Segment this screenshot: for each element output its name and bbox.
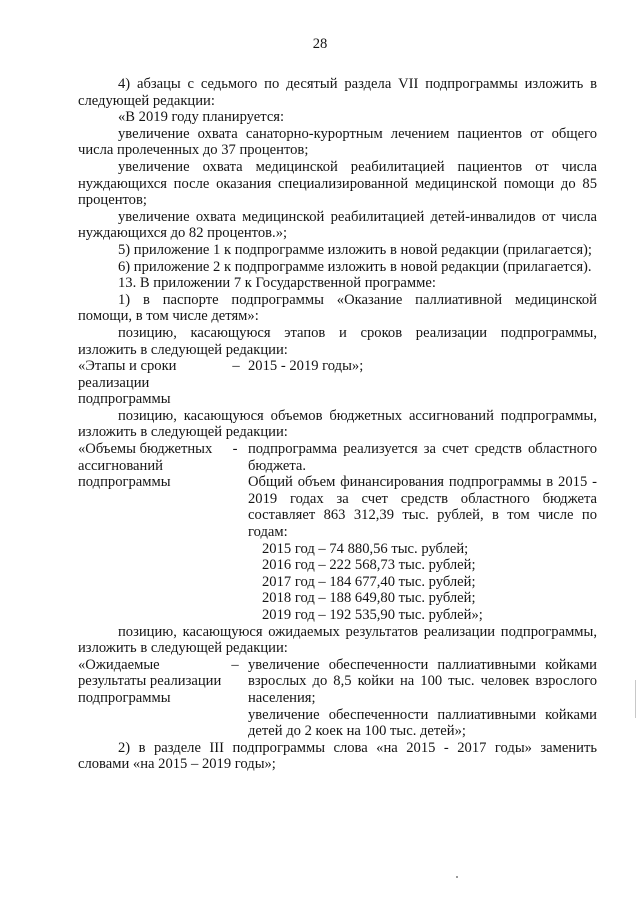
budget-year-2015: 2015 год – 74 880,56 тыс. рублей; <box>262 540 469 557</box>
budget-year-2017: 2017 год – 184 677,40 тыс. рублей; <box>262 573 476 590</box>
paragraph-results-intro: позицию, касающуюся ожидаемых результатов реализации подпрограммы, изложить в следующей редакции: <box>78 623 597 657</box>
paragraph-item-5: 5) приложение 1 к подпрограмме изложить в новой редакции (прилагается); <box>118 241 592 258</box>
paragraph-section-3: 2) в разделе III подпрограммы слова «на 2015 - 2017 годы» заменить словами «на 2015 – 2019 годы»; <box>78 739 597 773</box>
page-number: 28 <box>312 36 328 52</box>
scan-edge-mark <box>635 680 636 718</box>
document-body <box>78 76 597 773</box>
budget-dash: - <box>232 441 238 458</box>
budget-year-2019: 2019 год – 192 535,90 тыс. рублей»; <box>262 607 483 623</box>
results-dash: – <box>231 656 239 673</box>
paragraph-2019-plan: «В 2019 году планируется: <box>118 109 285 126</box>
stages-value: 2015 - 2019 годы»; <box>248 358 364 375</box>
results-adults: увеличение обеспеченности паллиативными койками взрослых до 8,5 койки на 100 тыс. человек взрослого населения; <box>248 656 597 706</box>
paragraph-item-4: 4) абзацы с седьмого по десятый раздела VII подпрограммы изложить в следующей редакции: <box>78 76 597 109</box>
paragraph-passport: 1) в паспорте подпрограммы «Оказание паллиативной медицинской помощи, в том числе детям»: <box>78 291 597 325</box>
results-label: «Ожидаемые результаты реализации подпрограммы <box>78 656 222 706</box>
budget-year-2018: 2018 год – 188 649,80 тыс. рублей; <box>262 590 476 607</box>
stages-label: «Этапы и сроки реализации подпрограммы <box>78 358 177 408</box>
budget-year-2016: 2016 год – 222 568,73 тыс. рублей; <box>262 557 476 574</box>
paragraph-budget-intro: позицию, касающуюся объемов бюджетных ассигнований подпрограммы, изложить в следующей редакции: <box>78 407 597 441</box>
results-row <box>78 657 597 740</box>
paragraph-stages-intro: позицию, касающуюся этапов и сроков реализации подпрограммы, изложить в следующей редакции: <box>78 324 597 358</box>
budget-value <box>242 441 597 624</box>
paragraph-item-6: 6) приложение 2 к подпрограмме изложить в новой редакции (прилагается). <box>118 258 592 275</box>
budget-source: подпрограмма реализуется за счет средств областного бюджета. <box>248 441 597 474</box>
paragraph-rehabilitation: увеличение охвата медицинской реабилитацией пациентов от числа нуждающихся после оказания специализированной медицинской помощи до 85 процентов; <box>78 158 597 209</box>
paragraph-sanatorium: увеличение охвата санаторно-курортным лечением пациентов от общего числа пролеченных до 37 процентов; <box>78 125 597 159</box>
paragraph-item-13: 13. В приложении 7 к Государственной программе: <box>118 275 436 292</box>
budget-label: «Объемы бюджетных ассигнований подпрограммы <box>78 441 213 491</box>
stages-row <box>78 358 597 408</box>
paragraph-rehabilitation-children: увеличение охвата медицинской реабилитацией детей-инвалидов от числа нуждающихся до 82 процентов.»; <box>78 208 597 242</box>
results-children: увеличение обеспеченности паллиативными койками детей до 2 коек на 100 тыс. детей»; <box>248 706 597 740</box>
stages-dash: – <box>232 358 240 375</box>
budget-total: Общий объем финансирования подпрограммы в 2015 - 2019 годах за счет средств областного бюджета составляет 863 312,39 тыс. рублей, в том числе по годам: <box>248 474 597 541</box>
budget-row <box>78 441 597 624</box>
scan-dot <box>456 876 458 878</box>
results-value <box>242 657 597 740</box>
